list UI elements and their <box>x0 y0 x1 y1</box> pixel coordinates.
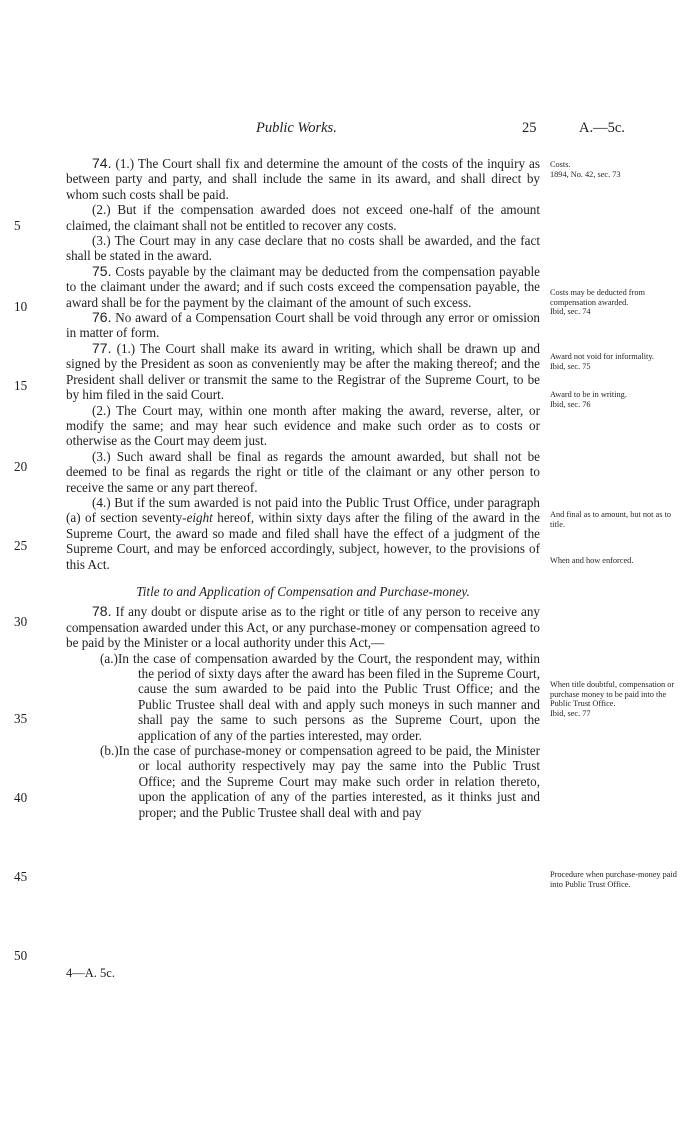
section-75 <box>66 264 540 310</box>
section-77-3: (3.) Such award shall be final as regards the amount awarded, but shall not be deemed to be final as regards the right or title of the claimant or any other person to receive the same or any part thereof. <box>66 448 540 495</box>
section-text: No award of a Compensation Court shall be void through any error or omission in matter of form. <box>66 310 540 341</box>
margin-note-title: Award to be in writing. <box>550 390 627 399</box>
section-74-3: (3.) The Court may in any case declare that no costs shall be awarded, and the fact shall be stated in the award. <box>66 233 540 264</box>
margin-note-ref: Ibid, sec. 77 <box>550 708 591 718</box>
item-text: In the case of purchase-money or compensation agreed to be paid, the Minister or local authority respectively may pay the same into the Public Trust Office; and the Supreme Court may make such order in relation thereto, upon the application of any of the parties interested, as it thinks just and proper; and the Public Trustee shall deal with and pay <box>118 743 540 820</box>
margin-note-title: Costs may be deducted from compensation awarded. <box>550 288 645 307</box>
section-number: 77. <box>92 339 112 356</box>
line-number: 20 <box>14 459 28 474</box>
margin-note-deduct <box>550 288 678 317</box>
margin-note-ref: 1894, No. 42, sec. 73 <box>550 169 621 179</box>
section-text: hereof, within sixty days after the filing of the award in the Supreme Court, the award so made and filed shall have the effect of a judgment of the Supreme Court, and may be enforced accordingly, subject, however, to the provisions of this Act. <box>66 510 541 572</box>
section-78-b <box>66 743 540 820</box>
item-label: (a.) <box>100 650 118 666</box>
margin-note-enforce <box>550 556 678 566</box>
section-74-2: (2.) But if the compensation awarded does not exceed one-half of the amount claimed, the claimant shall not be entitled to recover any costs. <box>66 202 540 233</box>
margin-note-title: Costs. <box>550 160 571 169</box>
margin-note-void <box>550 352 678 371</box>
line-number: 40 <box>14 790 28 805</box>
item-text: In the case of compensation awarded by the Court, the respondent may, within the period of sixty days after the award has been filed in the Supreme Court, cause the sum awarded to be paid into the Public Trust Office; and the Public Trustee shall deal with and apply such moneys in such manner and shall pay the same to such persons as the Supreme Court, upon the application of any of the parties interested, may order. <box>118 650 540 743</box>
margin-note-doubt <box>550 680 678 718</box>
emphasis-text: eight <box>186 510 213 526</box>
margin-note-title: Procedure when purchase-money paid into Public Trust Office. <box>550 870 677 889</box>
main-text <box>66 156 540 820</box>
section-74-1 <box>66 156 540 202</box>
signature-mark: 4—A. 5c. <box>66 966 115 980</box>
section-text: (4.) But if the sum awarded is not paid into the Public Trust Office, under paragraph (a) of section seventy- <box>66 494 540 526</box>
section-77-4 <box>66 495 540 572</box>
page-number: 25 <box>522 120 537 136</box>
section-text: (1.) The Court shall fix and determine the amount of the costs of the inquiry as between party and party, and shall include the same in its award, and shall direct by whom such costs shall be paid. <box>66 156 540 202</box>
line-number: 10 <box>14 299 28 314</box>
margin-note-title: When and how enforced. <box>550 556 634 565</box>
margin-note-costs <box>550 160 678 179</box>
margin-note-title: And final as to amount, but not as to title. <box>550 510 671 529</box>
section-number: 78. <box>92 603 112 620</box>
item-label: (b.) <box>100 743 119 759</box>
margin-note-final <box>550 510 678 529</box>
section-subheading: Title to and Application of Compensation and Purchase-money. <box>136 583 470 599</box>
line-number: 25 <box>14 538 28 553</box>
margin-note-writing <box>550 390 678 409</box>
line-number: 30 <box>14 614 28 629</box>
margin-note-ref: Ibid, sec. 75 <box>550 361 591 371</box>
line-number: 45 <box>14 869 28 884</box>
line-number: 15 <box>14 378 28 393</box>
section-78-a <box>66 651 540 743</box>
line-number: 5 <box>14 218 21 233</box>
section-text: Costs payable by the claimant may be deducted from the compensation payable to the claimant under the award; and if such costs exceed the compensation payable, the award shall be for the payment by the claimant of the amount of such excess. <box>66 263 540 310</box>
section-78 <box>66 604 540 650</box>
margin-note-ref: Ibid, sec. 74 <box>550 307 591 317</box>
page-header <box>0 120 700 142</box>
section-77-2: (2.) The Court may, within one month after making the award, reverse, alter, or modify the same; and may hear such evidence and make such order as to costs or otherwise as the Court may deem just. <box>66 402 540 449</box>
margin-note-ref: Ibid, sec. 76 <box>550 399 591 409</box>
section-76 <box>66 310 540 341</box>
section-number: 74. <box>92 155 112 171</box>
section-77-1 <box>66 341 540 403</box>
paper-code: A.—5c. <box>579 120 625 136</box>
section-text: (1.) The Court shall make its award in writing, which shall be drawn up and signed by the President as soon as conveniently may be after the making thereof; and the President shall deliver or transmit the same to the Registrar of the Supreme Court, to be by him filed in the said Court. <box>66 340 540 403</box>
margin-note-title: Award not void for informality. <box>550 352 655 361</box>
section-number: 76. <box>92 309 112 326</box>
section-number: 75. <box>92 262 112 279</box>
margin-note-title: When title doubtful, compensation or purchase money to be paid into the Public Trust Office. <box>550 680 675 709</box>
section-text: If any doubt or dispute arise as to the right or title of any person to receive any compensation awarded under this Act, or any purchase-money or compensation agreed to be paid by the Minister or a local authority under this Act,— <box>66 604 540 651</box>
running-title: Public Works. <box>256 120 337 136</box>
line-number: 35 <box>14 711 28 726</box>
line-number: 50 <box>14 948 28 963</box>
margin-note-procedure <box>550 870 678 889</box>
